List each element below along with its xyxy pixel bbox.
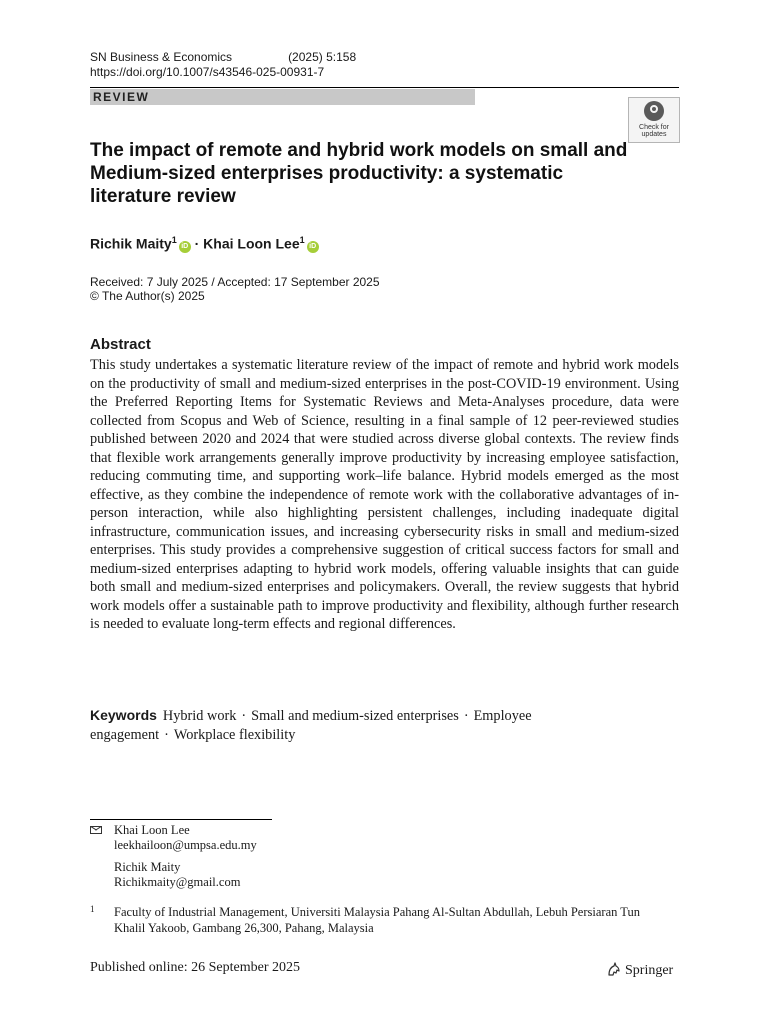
- orcid-icon[interactable]: iD: [179, 241, 191, 253]
- abstract-heading: Abstract: [90, 336, 151, 353]
- affiliation-marker: 1: [171, 235, 177, 245]
- published-online: Published online: 26 September 2025: [90, 960, 300, 975]
- springer-horse-icon: [606, 961, 622, 977]
- keyword-separator: ·: [241, 708, 247, 724]
- springer-logo: [606, 961, 673, 980]
- affiliation-number: 1: [90, 904, 95, 914]
- keyword: Workplace flexibility: [173, 726, 296, 743]
- journal-name: SN Business & Economics: [90, 50, 233, 64]
- keyword: Small and medium-sized enterprises: [251, 708, 459, 724]
- volume-issue: (2025) 5:158: [288, 50, 357, 64]
- check-updates-line1: Check for: [639, 124, 669, 131]
- publisher-name: Springer: [625, 963, 674, 978]
- author-name[interactable]: Richik Maity: [90, 235, 172, 252]
- envelope-icon: [90, 826, 102, 834]
- corresponding-author-email[interactable]: leekhailoon@umpsa.edu.my: [114, 838, 257, 852]
- journal-header: [90, 50, 356, 65]
- check-for-updates-badge[interactable]: [628, 97, 680, 143]
- author-separator: ·: [194, 235, 200, 252]
- doi-link[interactable]: https://doi.org/10.1007/s43546-025-00931-7: [90, 65, 325, 79]
- orcid-icon[interactable]: iD: [307, 241, 319, 253]
- copyright: © The Author(s) 2025: [90, 289, 205, 303]
- author-name[interactable]: Khai Loon Lee: [203, 235, 300, 252]
- footnote-rule: [90, 819, 272, 820]
- check-updates-line2: updates: [641, 131, 667, 138]
- corresponding-author-name: Khai Loon Lee: [114, 823, 190, 837]
- affiliation-text: Faculty of Industrial Management, Universiti Malaysia Pahang Al-Sultan Abdullah, Lebuh Persiaran Tun Khalil Yakoob, Gambang 26,300, Pahang, Malaysia: [114, 905, 640, 935]
- header-rule: [90, 87, 679, 88]
- keywords-label: Keywords: [90, 707, 157, 723]
- coauthor-name: Richik Maity: [114, 860, 181, 874]
- keyword-separator: ·: [463, 708, 469, 724]
- keyword: Employee engagement: [90, 708, 532, 743]
- received-accepted-dates: Received: 7 July 2025 / Accepted: 17 September 2025: [90, 275, 380, 289]
- keywords: [90, 706, 679, 744]
- keyword: Hybrid work: [162, 708, 237, 724]
- article-type-bar: [90, 89, 475, 105]
- coauthor-email[interactable]: Richikmaity@gmail.com: [114, 875, 241, 889]
- check-updates-icon: [644, 101, 664, 121]
- affiliation-marker: 1: [299, 235, 305, 245]
- abstract-text: This study undertakes a systematic literature review of the impact of remote and hybrid work models on the productivity of small and medium-sized enterprises in the post-COVID-19 environment. Using the Preferred Reporting Items for Systematic Reviews and Meta-Analyses procedure, data were collected from Scopus and Web of Science, resulting in a final sample of 12 peer-reviewed studies published between 2020 and 2024 that were studied across diverse global contexts. The review finds that flexible work arrangements generally improve productivity by increasing employee satisfaction, reducing commuting time, and supporting work–life balance. Hybrid models emerged as the most effective, as they combine the independence of remote work with the collaborative advantages of in-person interaction, while also highlighting persistent challenges, including inadequate digital infrastructure, communication issues, and increasing cybersecurity risks in small and medium-sized enterprises. This study provides a comprehensive suggestion of critical success factors for small and medium-sized enterprises adapting to hybrid work models, offering valuable insights that can guide both small and medium-sized enterprises and policymakers. Overall, the review suggests that hybrid work models offer a sustainable path to improve productivity and flexibility, although further research is needed to evaluate long-term effects and regional differences.: [90, 357, 679, 632]
- article-title: The impact of remote and hybrid work models on small and Medium-sized enterprises productivity: a systematic literature review: [90, 140, 628, 207]
- article-type-label: REVIEW: [93, 90, 150, 104]
- keyword-separator: ·: [164, 726, 169, 743]
- author-list: [90, 231, 319, 253]
